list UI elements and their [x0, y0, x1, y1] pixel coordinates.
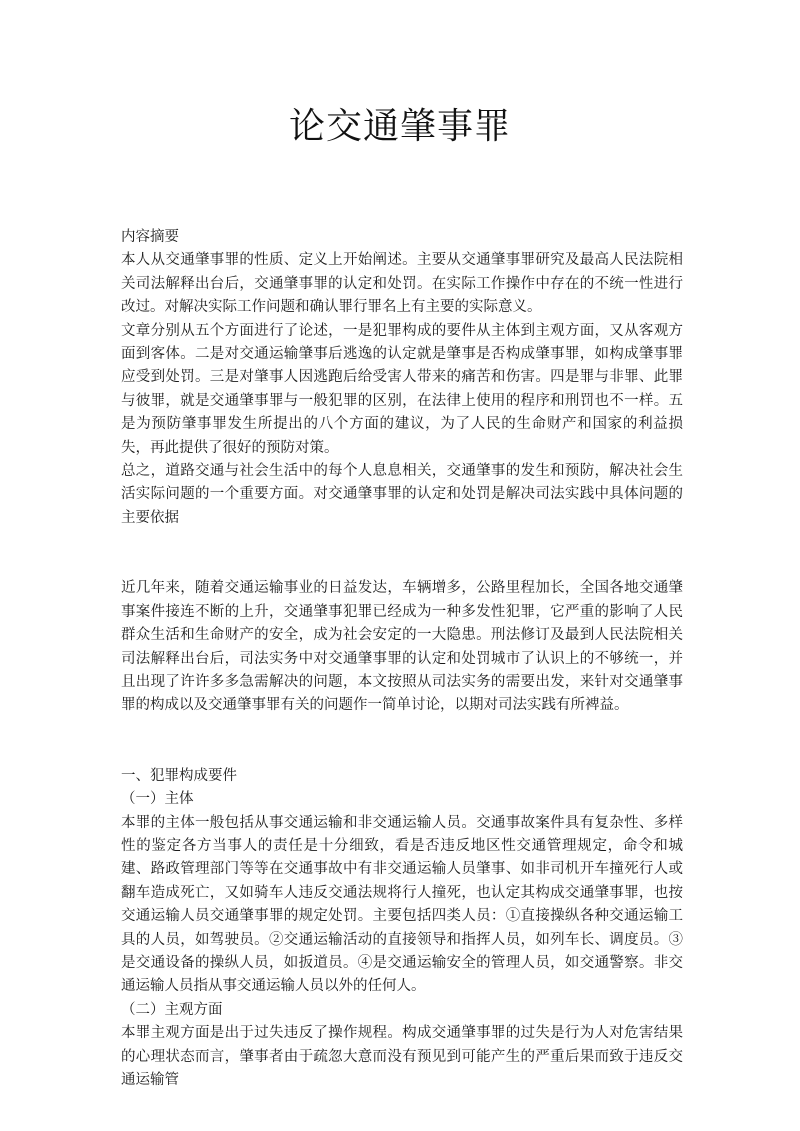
- subsection-heading: （二）主观方面: [121, 1001, 223, 1018]
- abstract-heading: 内容摘要: [121, 229, 179, 245]
- abstract-paragraph: 本人从交通肇事罪的性质、定义上开始阐述。主要从交通肇事罪研究及最高人民法院相关司法解释出台后，交通肇事罪的认定和处罚。在实际工作操作中存在的不统一性进行改过。对解决实际工作问题和确认罪行罪名上有主要的实际意义。: [121, 252, 683, 316]
- section-heading: 一、犯罪构成要件: [121, 767, 237, 784]
- body-paragraph: 本罪主观方面是出于过失违反了操作规程。构成交通肇事罪的过失是行为人对危害结果的心理状态而言，肇事者由于疏忽大意而没有预见到可能产生的严重后果而致于违反交通运输管: [121, 1025, 683, 1088]
- document-body: [121, 226, 683, 1092]
- subsection-heading: （一）主体: [121, 791, 194, 808]
- paragraph-spacer: [121, 718, 683, 765]
- abstract-paragraph: 总之，道路交通与社会生活中的每个人息息相关，交通肇事的发生和预防，解决社会生活实际问题的一个重要方面。对交通肇事罪的认定和处罚是解决司法实践中具体问题的主要依据: [121, 463, 683, 526]
- abstract-paragraph: 文章分别从五个方面进行了论述，一是犯罪构成的要件从主体到主观方面，又从客观方面到客体。二是对交通运输肇事后逃逸的认定就是肇事是否构成肇事罪，如构成肇事罪应受到处罚。三是对肇事人因逃跑后给受害人带来的痛苦和伤害。四是罪与非罪、此罪与彼罪，就是交通肇事罪与一般犯罪的区别，在法律上使用的程序和刑罚也不一样。五是为预防肇事罪发生所提出的八个方面的建议，为了人民的生命财产和国家的利益损失，再此提供了很好的预防对策。: [121, 322, 683, 456]
- intro-paragraph: 近几年来，随着交通运输事业的日益发达，车辆增多，公路里程加长，全国各地交通肇事案件接连不断的上升，交通肇事犯罪已经成为一种多发性犯罪，它严重的影响了人民群众生活和生命财产的安全，成为社会安定的一大隐患。刑法修订及最到人民法院相关司法解释出台后，司法实务中对交通肇事罪的认定和处罚城市了认识上的不够统一，并且出现了许许多多急需解决的问题，本文按照从司法实务的需要出发，来针对交通肇事罪的构成以及交通肇事罪有关的问题作一简单讨论，以期对司法实践有所裨益。: [121, 580, 683, 714]
- paragraph-spacer: [121, 530, 683, 577]
- document-title: 论交通肇事罪: [288, 106, 511, 147]
- body-paragraph: 本罪的主体一般包括从事交通运输和非交通运输人员。交通事故案件具有复杂性、多样性的鉴定各方当事人的责任是十分细致，看是否违反地区性交通管理规定，命令和城建、路政管理部门等等在交通事故中有非交通运输人员肇事、如非司机开车撞死行人或翻车造成死亡，又如骑车人违反交通法规将行人撞死，也认定其构成交通肇事罪，也按交通运输人员交通肇事罪的规定处罚。主要包括四类人员：①直接操纵各种交通运输工具的人员，如驾驶员。②交通运输活动的直接领导和指挥人员，如列车长、调度员。③是交通设备的操纵人员，如扳道员。④是交通运输安全的管理人员，如交通警察。非交通运输人员指从事交通运输人员以外的任何人。: [121, 814, 683, 995]
